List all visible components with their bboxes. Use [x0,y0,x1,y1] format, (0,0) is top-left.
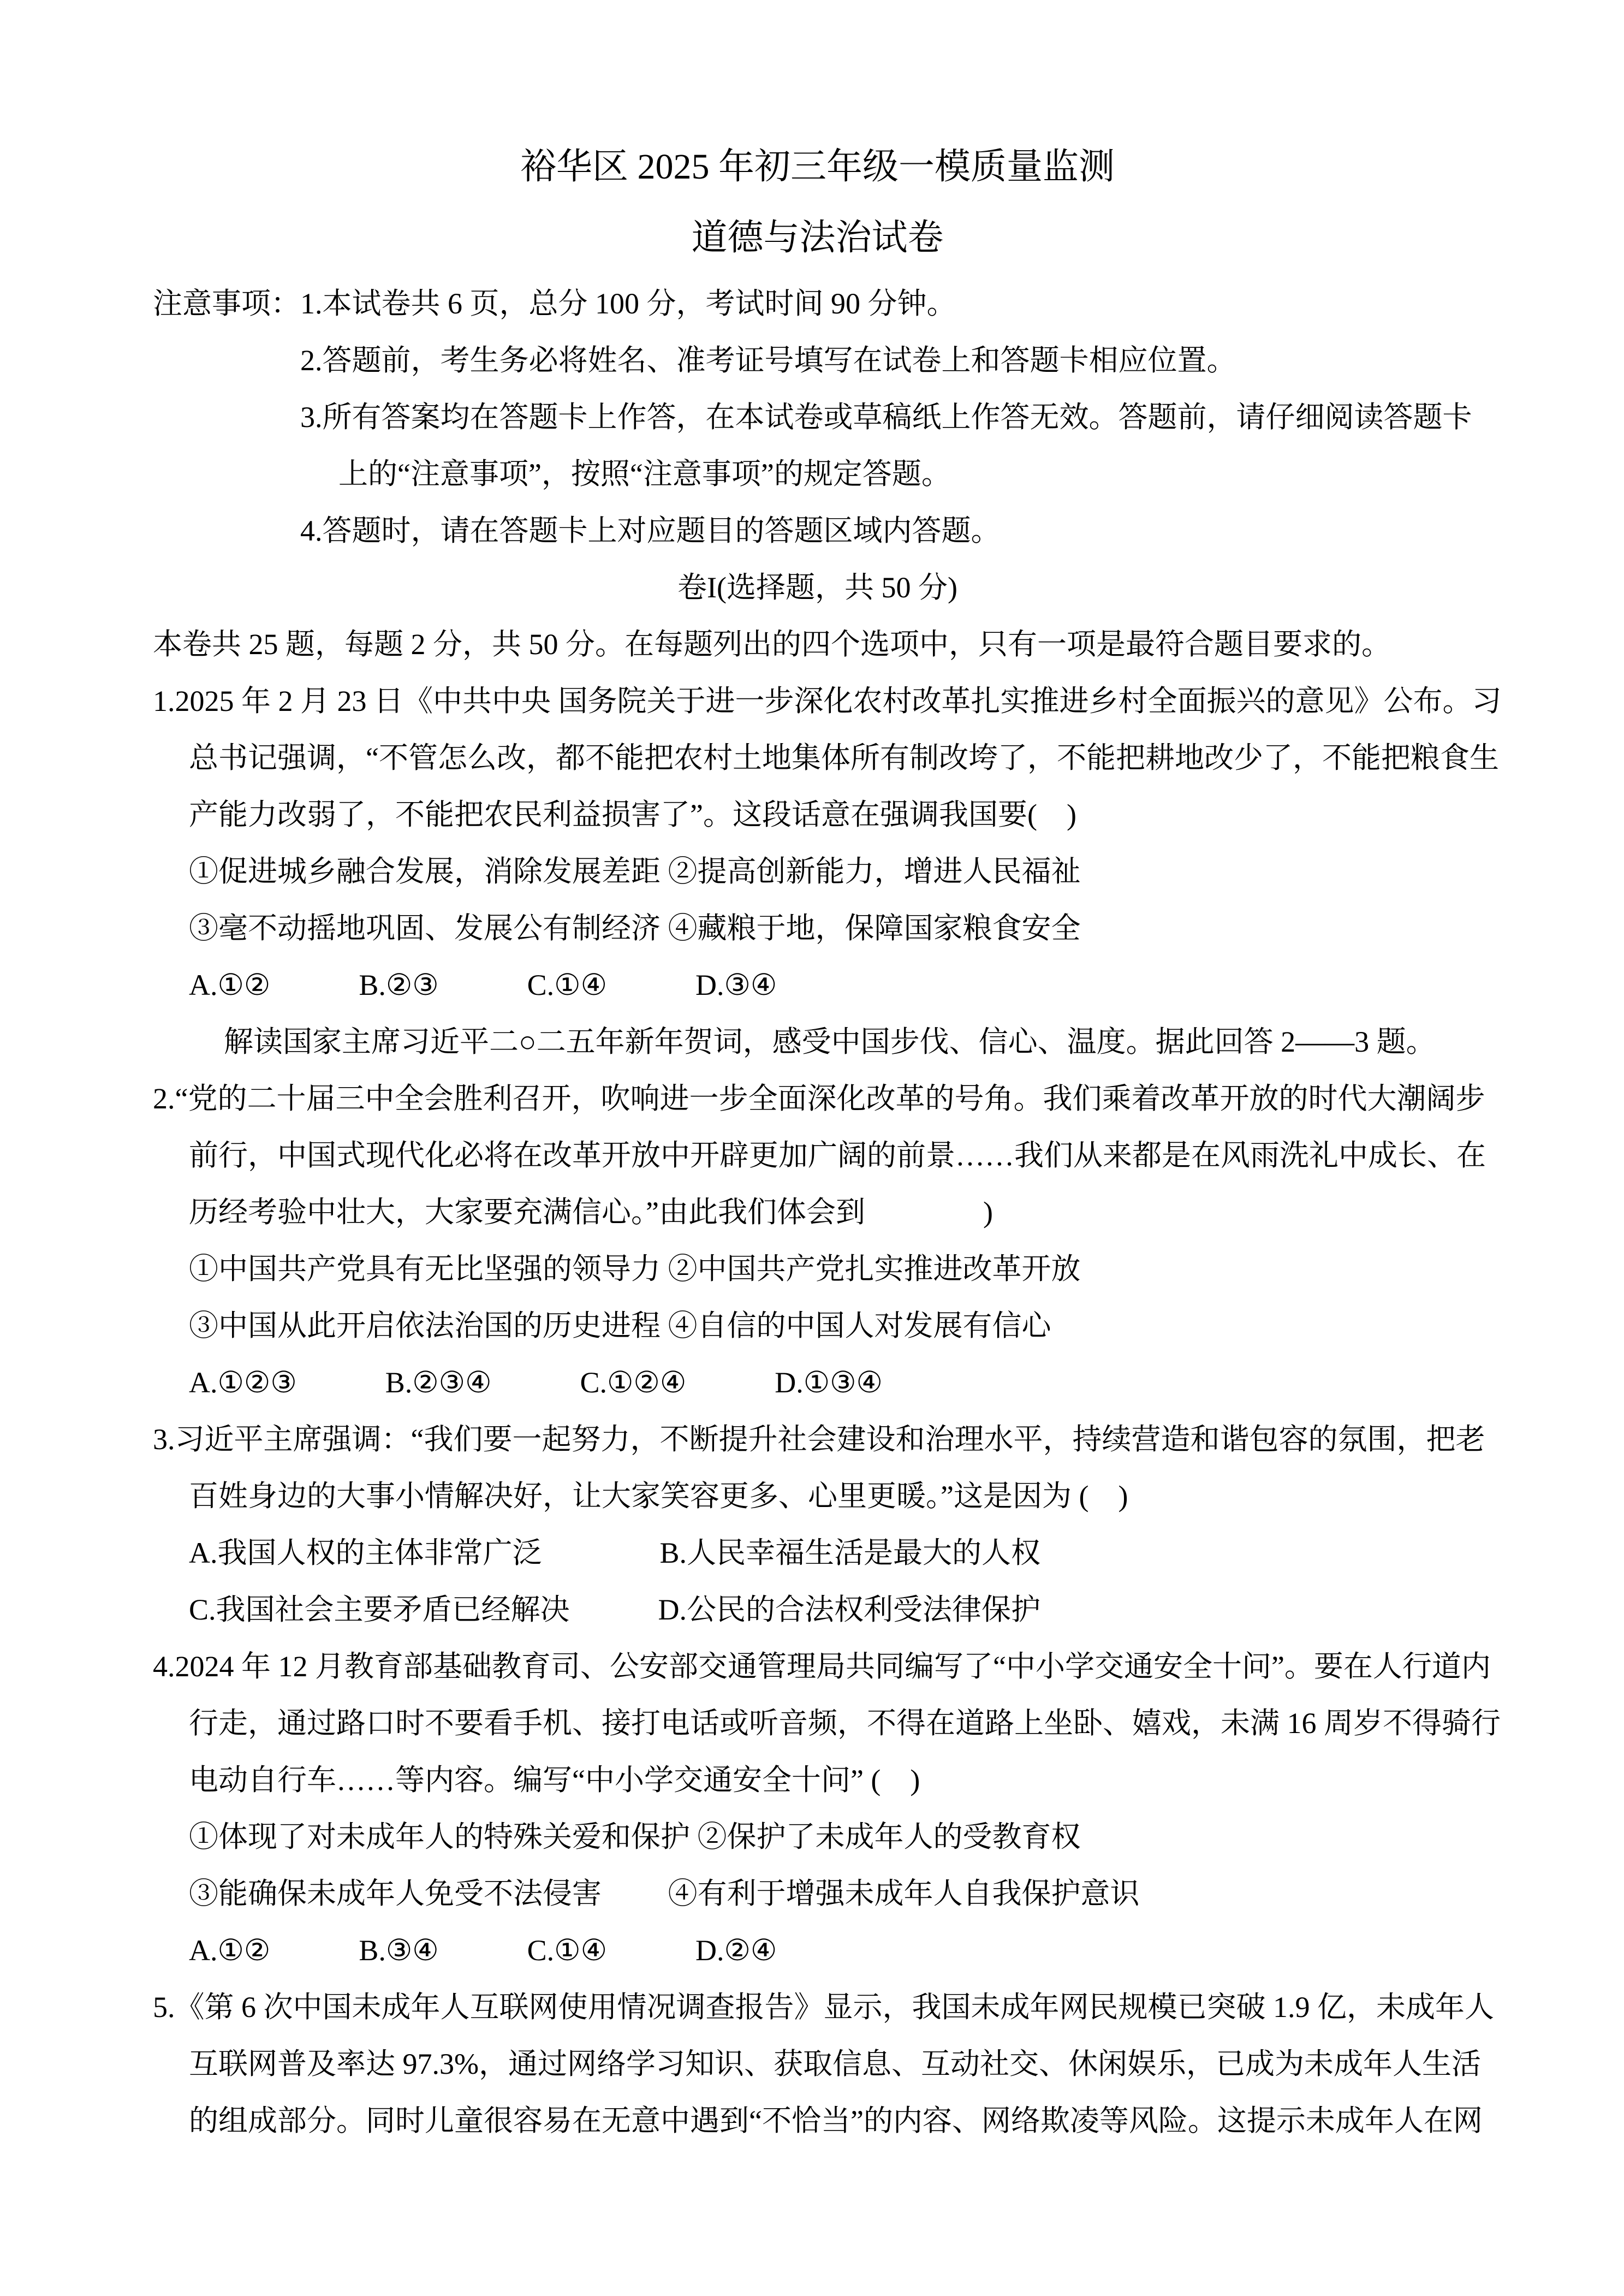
question-5-line-2: 互联网普及率达 97.3%，通过网络学习知识、获取信息、互动社交、休闲娱乐，已成为未成年人生活 [189,2048,1481,2080]
question-2-line-1: 2.“党的二十届三中全会胜利召开，吹响进一步全面深化改革的号角。我们乘着改革开放的时代大潮阔步 [153,1082,1485,1115]
question-2 [153,1070,1486,1411]
question-4-statements-3-4: ③能确保未成年人免受不法侵害 ④有利于增强未成年人自我保护意识 [189,1877,1140,1910]
question-3-choices-c-d: C.我国社会主要矛盾已经解决 D.公民的合法权利受法律保护 [189,1593,1041,1626]
notice-item-3-line-2: 上的“注意事项”，按照“注意事项”的规定答题。 [338,458,951,490]
section-1-intro: 本卷共 25 题，每题 2 分，共 50 分。在每题列出的四个选项中，只有一项是最符合题目要求的。 [153,628,1391,661]
question-1-choices-a-d: A.①② B.②③ C.①④ D.③④ [189,969,777,1001]
question-4-line-2: 行走，通过路口时不要看手机、接打电话或听音频，不得在道路上坐卧、嬉戏，未满 16 周岁不得骑行 [189,1707,1501,1740]
exam-title: 裕华区 2025 年初三年级一模质量监测 [520,147,1115,187]
question-3-line-1: 3.习近平主席强调：“我们要一起努力，不断提升社会建设和治理水平，持续营造和谐包容的氛围，把老 [153,1423,1485,1456]
notices-label: 注意事项： [153,287,300,320]
section-1-header: 卷I(选择题，共 50 分) [677,571,957,604]
question-4-choices-a-d: A.①② B.③④ C.①④ D.②④ [189,1934,777,1967]
question-3-line-2: 百姓身边的大事小情解决好，让大家笑容更多、心里更暖。”这是因为 ( ) [189,1480,1128,1512]
question-4 [153,1638,1501,1979]
notice-line-1 [153,275,1482,332]
notice-item-2: 2.答题前，考生务必将姓名、准考证号填写在试卷上和答题卡相应位置。 [300,344,1236,377]
question-1-line-2: 总书记强调，“不管怎么改，都不能把农村土地集体所有制改垮了，不能把耕地改少了，不能把粮食生 [189,741,1499,774]
notice-item-1: 1.本试卷共 6 页，总分 100 分，考试时间 90 分钟。 [300,287,956,320]
notice-item-4: 4.答题时，请在答题卡上对应题目的答题区域内答题。 [300,514,1001,547]
question-3-choices-a-b: A.我国人权的主体非常广泛 B.人民幸福生活是最大的人权 [189,1536,1041,1569]
question-2-choices-a-d: A.①②③ B.②③④ C.①②④ D.①③④ [189,1366,883,1399]
question-3 [153,1411,1485,1638]
notice-item-3-line-1: 3.所有答案均在答题卡上作答，在本试卷或草稿纸上作答无效。答题前，请仔细阅读答题卡 [300,401,1472,434]
question-1-statements-1-2: ①促进城乡融合发展，消除发展差距 ②提高创新能力，增进人民福祉 [189,855,1081,888]
bridge-text-q2-q3: 解读国家主席习近平二○二五年新年贺词，感受中国步伐、信心、温度。据此回答 2——3 题。 [224,1025,1436,1058]
question-4-statements-1-2: ①体现了对未成年人的特殊关爱和保护 ②保护了未成年人的受教育权 [189,1820,1081,1853]
question-5-line-1: 5.《第 6 次中国未成年人互联网使用情况调查报告》显示，我国未成年网民规模已突破 1.9 亿，未成年人 [153,1991,1494,2024]
question-5-line-3: 的组成部分。同时儿童很容易在无意中遇到“不恰当”的内容、网络欺凌等风险。这提示未成年人在网 [189,2104,1483,2137]
exam-subtitle: 道德与法治试卷 [691,218,944,258]
question-1-line-1: 1.2025 年 2 月 23 日《中共中央 国务院关于进一步深化农村改革扎实推进乡村全面振兴的意见》公布。习 [153,685,1502,717]
question-4-line-1: 4.2024 年 12 月教育部基础教育司、公安部交通管理局共同编写了“中小学交通安全十问”。要在人行道内 [153,1650,1491,1683]
question-1 [153,673,1502,1013]
question-2-statements-1-2: ①中国共产党具有无比坚强的领导力 ②中国共产党扎实推进改革开放 [189,1253,1081,1285]
question-5 [153,1979,1494,2149]
question-1-line-3: 产能力改弱了，不能把农民利益损害了”。这段话意在强调我国要( ) [189,798,1076,831]
question-2-line-3: 历经考验中壮大，大家要充满信心。”由此我们体会到 ) [189,1196,993,1229]
question-2-statements-3-4: ③中国从此开启依法治国的历史进程 ④自信的中国人对发展有信心 [189,1309,1051,1342]
question-1-statements-3-4: ③毫不动摇地巩固、发展公有制经济 ④藏粮于地，保障国家粮食安全 [189,912,1081,945]
question-2-line-2: 前行，中国式现代化必将在改革开放中开辟更加广阔的前景……我们从来都是在风雨洗礼中成长、在 [189,1139,1486,1172]
question-4-line-3: 电动自行车……等内容。编写“中小学交通安全十问” ( ) [189,1764,920,1796]
